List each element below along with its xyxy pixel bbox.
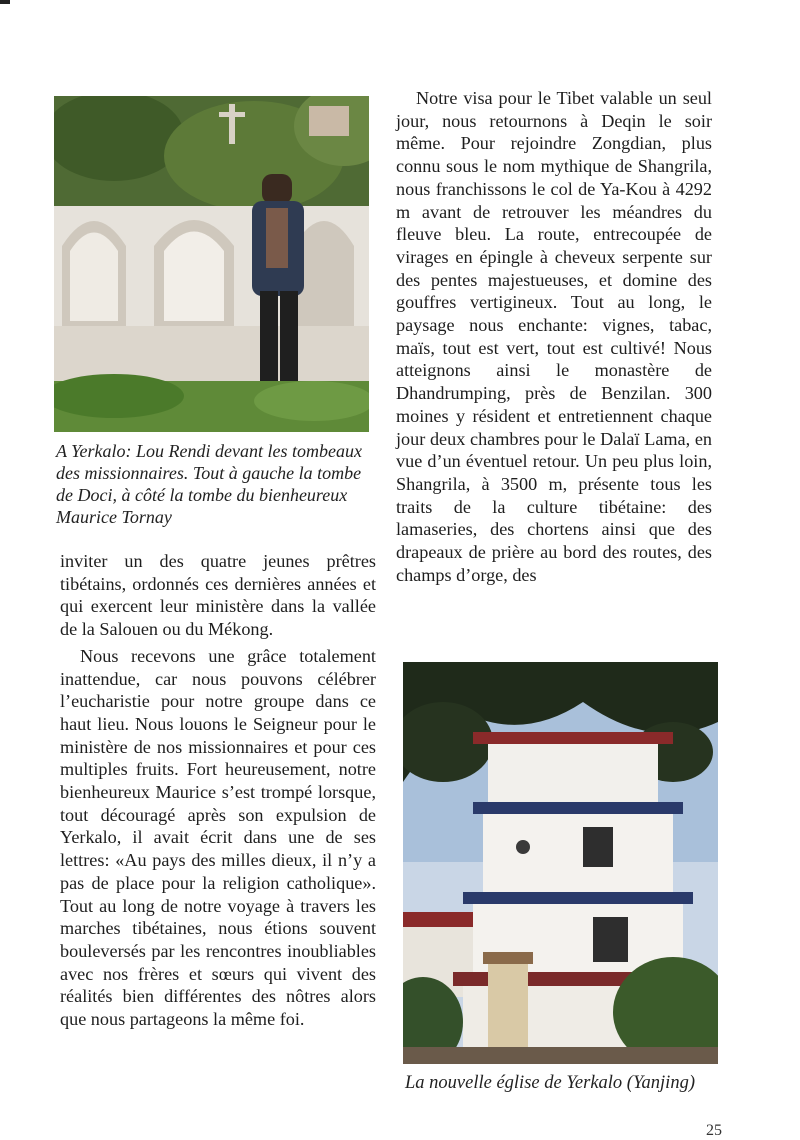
tombs-photo-caption: A Yerkalo: Lou Rendi devant les tombeaux des missionnaires. Tout à gauche la tombe de Doci, à côté la tombe du bienheureux Maurice Tornay bbox=[56, 441, 362, 527]
left-paragraph-continuation: inviter un des quatre jeunes prêtres tibétains, ordonnés ces dernières années et qui exercent leur ministère dans la vallée de la Salouen ou du Mékong. bbox=[60, 551, 376, 640]
right-text-column bbox=[396, 87, 712, 586]
tombs-photo-image bbox=[54, 96, 369, 432]
page-number: 25 bbox=[706, 1122, 722, 1139]
church-photo-image bbox=[403, 662, 718, 1064]
left-text-column bbox=[60, 550, 376, 1031]
church-photo bbox=[403, 662, 718, 1064]
church-photo-caption: La nouvelle église de Yerkalo (Yanjing) bbox=[405, 1073, 695, 1093]
tombs-photo bbox=[54, 96, 369, 432]
corner-registration-mark bbox=[0, 0, 10, 4]
right-paragraph-journey: Notre visa pour le Tibet valable un seul jour, nous retournons à Deqin le soir même. Pour rejoindre Zongdian, plus connu sous le nom mythique de Shangrila, nous franchissons le col de Ya-Kou à 4292 m avant de retrouver les méandres du fleuve bleu. La route, entrecoupée de virages en épingle à cheveux serpente sur des pentes majestueuses, et domine des gouffres vertigineux. Tout au long, le paysage nous enchante: vignes, tabac, maïs, tout est vert, tout est cultivé! Nous atteignons ainsi le monastère de Dhandrumping, près de Benzilan. 300 moines y résident et entretiennent chaque jour deux chambres pour le Dalaï Lama, en vue d’un éventuel retour. Un peu plus loin, Shangrila, à 3500 m, présente tous les traits de la culture tibétaine: des lamaseries, des chortens ainsi que des drapeaux de prière au bord des routes, des champs d’orge, des bbox=[396, 88, 712, 585]
left-paragraph-eucharist: Nous recevons une grâce totalement inattendue, car nous pouvons célébrer l’eucharistie pour notre groupe dans ce haut lieu. Nous louons le Seigneur pour le ministère de nos missionnaires et pour ces multiples fruits. Fort heureusement, notre bienheureux Maurice s’est trompé lorsque, tout découragé après son expulsion de Yerkalo, il avait écrit dans une de ses lettres: «Au pays des milles dieux, il n’y a pas de place pour la religion catholique». Tout au long de notre voyage à travers les marches tibétaines, nous étions souvent bouleversés par les rencontres inoubliables avec nos frères et sœurs qui vivent des réalités bien différentes des nôtres alors que nous partageons la même foi. bbox=[60, 645, 376, 1030]
